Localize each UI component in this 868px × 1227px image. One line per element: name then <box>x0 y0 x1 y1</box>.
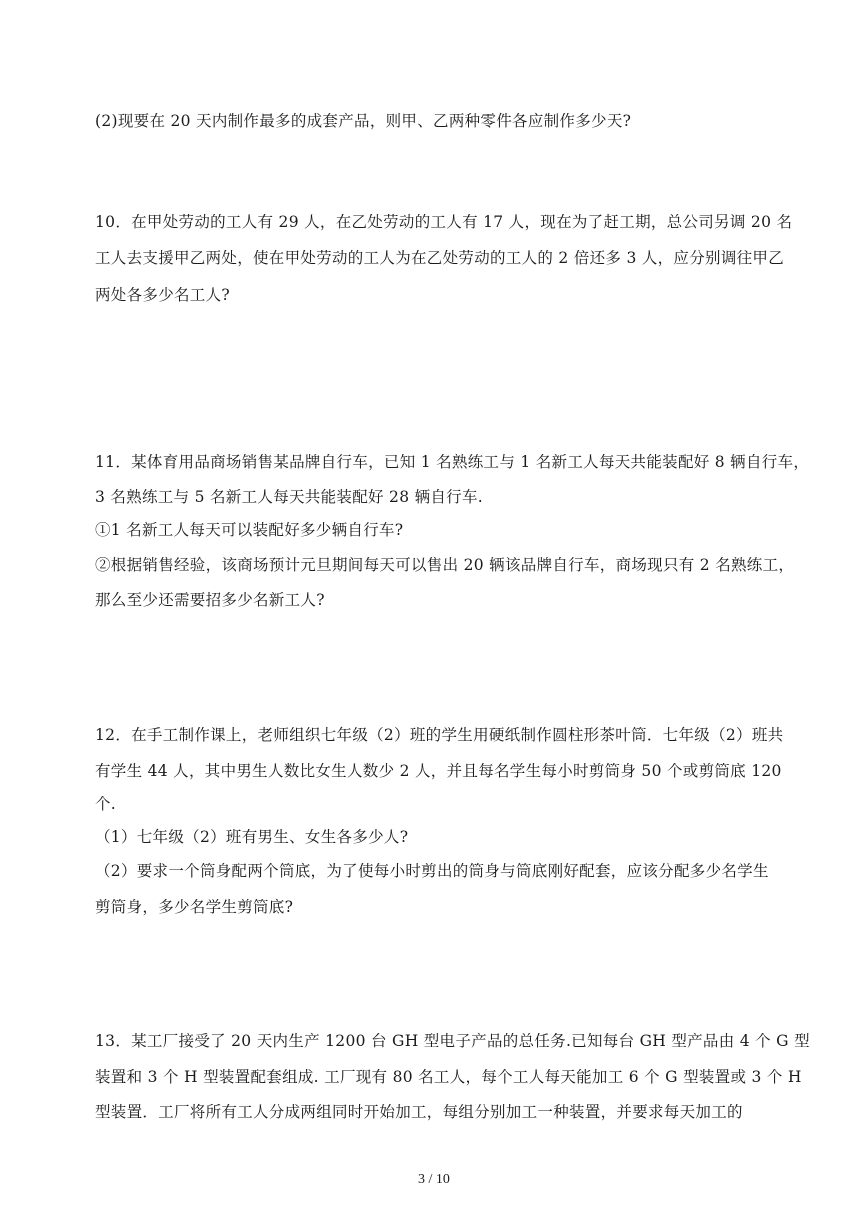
q11-line-1: 11．某体育用品商场销售某品牌自行车，已知 1 名熟练工与 1 名新工人每天共能装配好 8 辆自行车， <box>95 453 810 471</box>
q12-line-3: 个. <box>95 795 117 813</box>
q11-line-2: 3 名熟练工与 5 名新工人每天共能装配好 28 辆自行车. <box>95 488 484 506</box>
q11-sub1: ①1 名新工人每天可以装配好多少辆自行车? <box>95 521 404 539</box>
q10-line-3: 两处各多少名工人? <box>95 286 231 304</box>
q12-sub2-line-2: 剪筒身，多少名学生剪筒底? <box>95 898 294 916</box>
q13-line-1: 13．某工厂接受了 20 天内生产 1200 台 GH 型电子产品的总任务.已知每台 GH 型产品由 4 个 G 型 <box>95 1032 810 1050</box>
q12-sub2-line-1: （2）要求一个筒身配两个筒底，为了使每小时剪出的筒身与筒底刚好配套，应该分配多少名学生 <box>95 862 769 880</box>
q12-line-1: 12．在手工制作课上，老师组织七年级（2）班的学生用硬纸制作圆柱形茶叶筒．七年级（2）班共 <box>95 726 784 744</box>
q13-line-3: 型装置．工厂将所有工人分成两组同时开始加工，每组分别加工一种装置，并要求每天加工的 <box>95 1103 743 1121</box>
q10-line-1: 10．在甲处劳动的工人有 29 人，在乙处劳动的工人有 17 人，现在为了赶工期，总公司另调 20 名 <box>95 213 793 231</box>
q11-sub2-line-1: ②根据销售经验，该商场预计元旦期间每天可以售出 20 辆该品牌自行车，商场现只有 2 名熟练工， <box>95 556 795 574</box>
q12-sub1: （1）七年级（2）班有男生、女生各多少人? <box>95 828 409 846</box>
q9-part2-text: (2)现要在 20 天内制作最多的成套产品，则甲、乙两种零件各应制作多少天? <box>95 112 632 130</box>
q12-line-2: 有学生 44 人，其中男生人数比女生人数少 2 人，并且每名学生每小时剪筒身 50 个或剪筒底 120 <box>95 762 782 780</box>
page-number: 3 / 10 <box>418 1172 450 1187</box>
q13-line-2: 装置和 3 个 H 型装置配套组成. 工厂现有 80 名工人，每个工人每天能加工 6 个 G 型装置或 3 个 H <box>95 1068 802 1086</box>
q11-sub2-line-2: 那么至少还需要招多少名新工人? <box>95 591 325 609</box>
q10-line-2: 工人去支援甲乙两处，使在甲处劳动的工人为在乙处劳动的工人的 2 倍还多 3 人，应分别调往甲乙 <box>95 249 785 267</box>
